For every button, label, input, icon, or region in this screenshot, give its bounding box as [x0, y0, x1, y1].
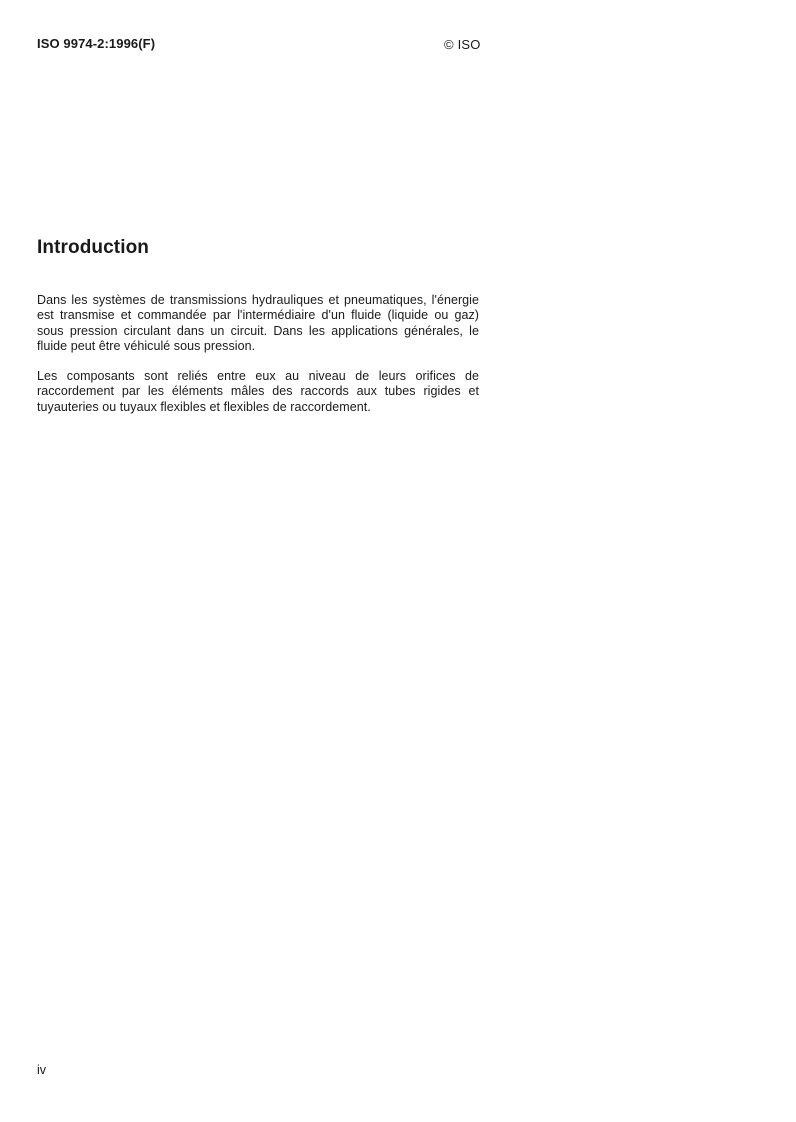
paragraph-1: Dans les systèmes de transmissions hydrauliques et pneumatiques, l'énergie est transmise et commandée par l'intermédiaire d'un fluide (liquide ou gaz) sous pression circulant dans un circuit. Dans les applications générales, le fluide peut être véhiculé sous pression. — [37, 292, 479, 354]
section-title: Introduction — [37, 237, 150, 258]
paragraph-2: Les composants sont reliés entre eux au niveau de leurs orifices de raccordement par les éléments mâles des raccords aux tubes rigides et tuyauteries ou tuyaux flexibles et flexibles de raccordement. — [37, 368, 479, 414]
page-number: iv — [37, 1063, 47, 1077]
document-identifier: ISO 9974-2:1996(F) — [37, 36, 156, 51]
copyright-notice: © ISO — [444, 37, 481, 52]
